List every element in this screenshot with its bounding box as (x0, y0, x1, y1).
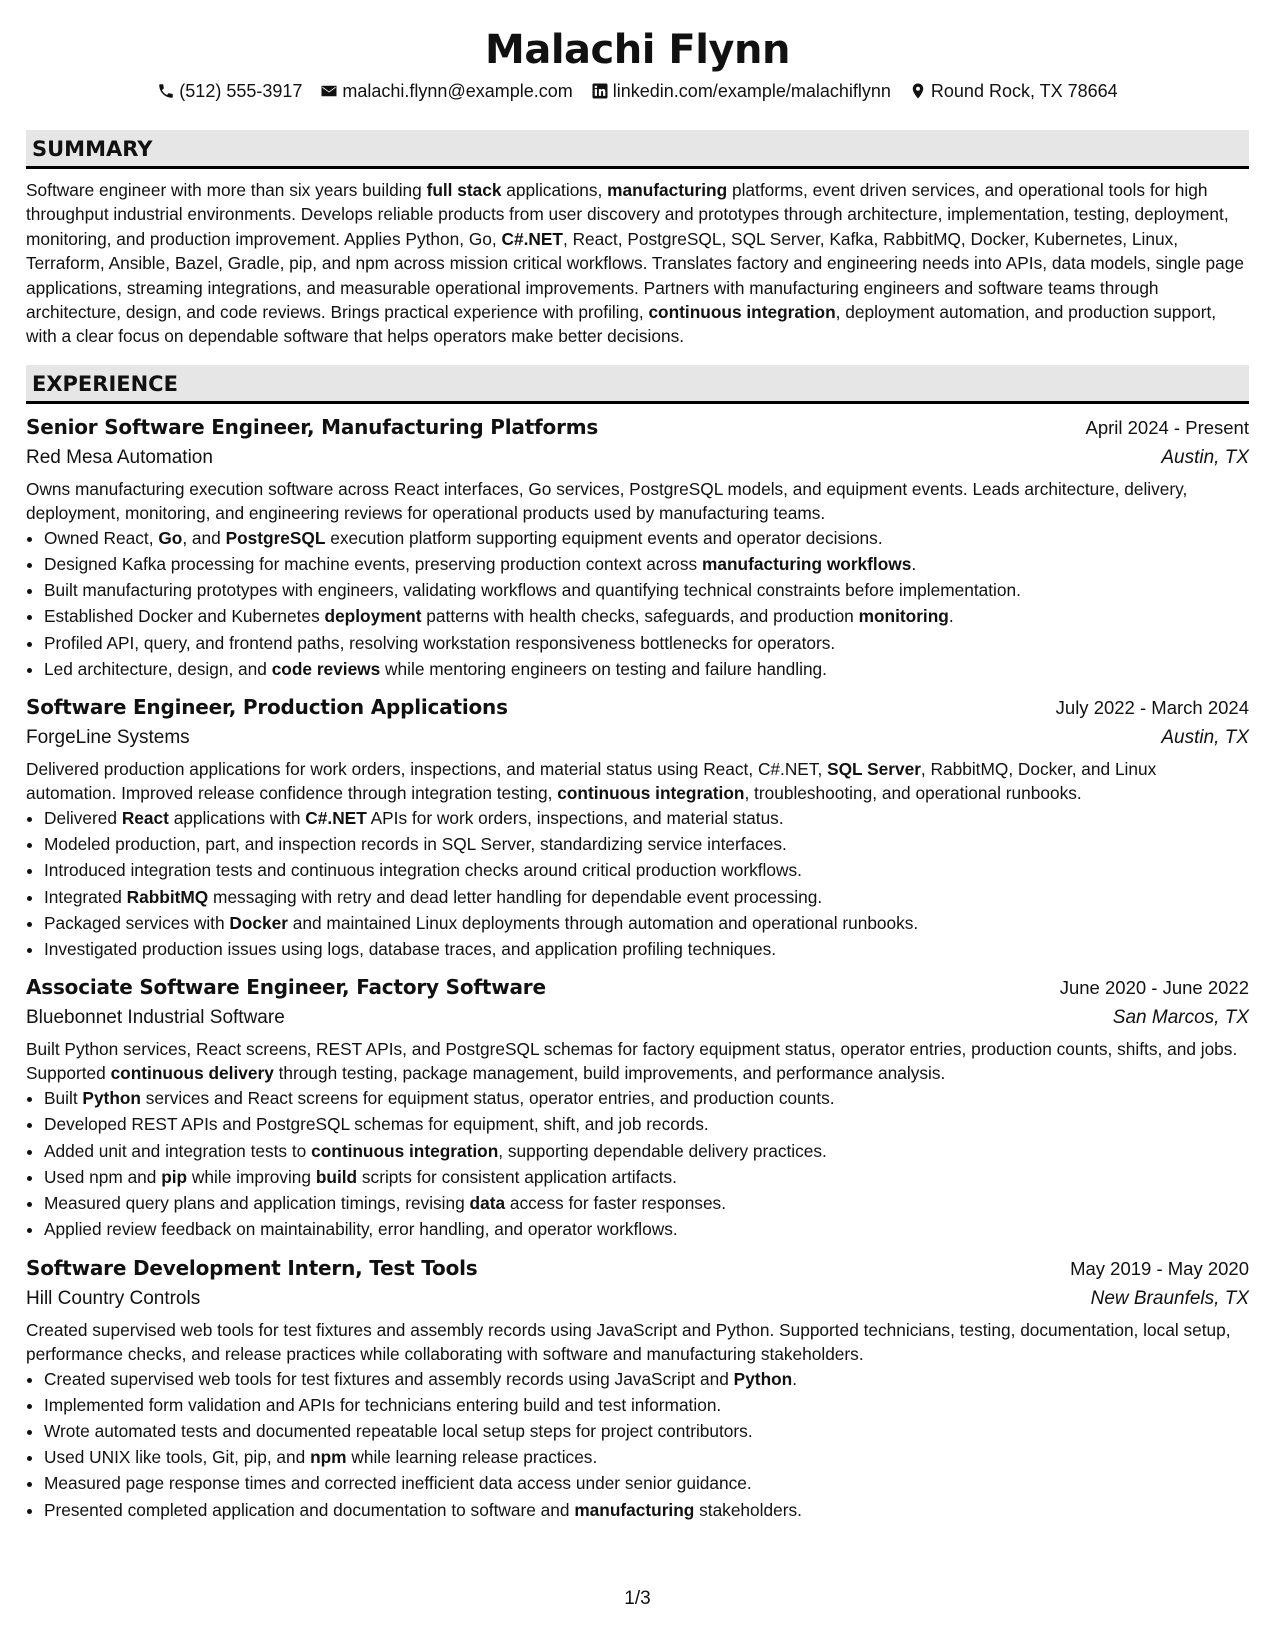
text-segment: and maintained Linux deployments through automation and operational runbooks. (288, 912, 919, 933)
text-segment: Integrated (44, 886, 127, 907)
job-company-row (26, 1284, 1249, 1314)
contact-item[interactable] (157, 78, 302, 104)
job-bullet (44, 936, 1249, 962)
text-segment: Used UNIX like tools, Git, pip, and (44, 1447, 311, 1468)
text-segment: Developed REST APIs and PostgreSQL schemas for equipment, shift, and job records. (44, 1114, 709, 1135)
job-location: New Braunfels, TX (1090, 1287, 1249, 1309)
emphasis-text: continuous integration (557, 783, 745, 804)
text-segment: Wrote automated tests and documented repeatable local setup steps for project contributors. (44, 1420, 753, 1441)
job-title: Software Development Intern, Test Tools (26, 1255, 478, 1280)
text-segment: messaging with retry and dead letter handling for dependable event processing. (208, 886, 823, 907)
text-segment: access for faster responses. (505, 1193, 727, 1214)
emphasis-text: data (469, 1193, 506, 1214)
job-company: Red Mesa Automation (26, 446, 213, 468)
text-segment: Modeled production, part, and inspection records in SQL Server, standardizing service interfaces. (44, 834, 787, 855)
text-segment: patterns with health checks, safeguards, and production (421, 606, 859, 627)
job-dates: July 2022 - March 2024 (1055, 697, 1249, 719)
envelope-icon (320, 82, 338, 100)
job-title-row (26, 1253, 1249, 1284)
job-bullet (44, 525, 1249, 551)
text-segment: , troubleshooting, and operational runbooks. (744, 783, 1082, 804)
text-segment: . (911, 554, 917, 575)
job-company: Hill Country Controls (26, 1287, 201, 1309)
contact-bar (26, 78, 1249, 104)
job-bullet (44, 1138, 1249, 1164)
job-description (26, 477, 1249, 525)
text-segment: Used npm and (44, 1166, 162, 1187)
job-bullet (44, 1497, 1249, 1523)
job-bullet-list (26, 525, 1249, 682)
text-segment: , RabbitMQ, Docker, and Linux automation. Improved release confidence through integration testing, (26, 759, 1157, 804)
text-segment: APIs for work orders, inspections, and material status. (366, 808, 784, 829)
text-segment: Owned React, (44, 527, 159, 548)
job-bullet (44, 1190, 1249, 1216)
job-bullet (44, 910, 1249, 936)
job-bullet (44, 551, 1249, 577)
emphasis-text: manufacturing workflows (702, 554, 912, 575)
text-segment: while mentoring engineers on testing and failure handling. (380, 658, 827, 679)
contact-text: (512) 555-3917 (179, 81, 303, 101)
job-bullet (44, 1470, 1249, 1496)
emphasis-text: PostgreSQL (225, 527, 326, 548)
job-bullet (44, 577, 1249, 603)
emphasis-text: SQL Server (827, 759, 921, 780)
text-segment: Built Python services, React screens, REST APIs, and PostgreSQL schemas for factory equipment status, operator entries, production counts, shifts, and jobs. Supported (26, 1039, 1238, 1084)
contact-text: linkedin.com/example/malachiflynn (612, 81, 891, 101)
job-description (26, 757, 1249, 805)
job-bullet-list (26, 1085, 1249, 1242)
emphasis-text: manufacturing (607, 180, 728, 200)
contact-text: malachi.flynn@example.com (342, 81, 573, 101)
job-company: Bluebonnet Industrial Software (26, 1007, 285, 1029)
text-segment: applications, (501, 180, 608, 200)
job-entry (26, 972, 1249, 1242)
text-segment: execution platform supporting equipment events and operator decisions. (325, 527, 883, 548)
text-segment: , supporting dependable delivery practices. (498, 1140, 827, 1161)
text-segment: Created supervised web tools for test fixtures and assembly records using JavaScript and (44, 1368, 734, 1389)
resume-page (26, 0, 1249, 1523)
emphasis-text: npm (310, 1447, 347, 1468)
job-bullet (44, 805, 1249, 831)
job-bullet (44, 1418, 1249, 1444)
text-segment: applications with (168, 808, 306, 829)
emphasis-text: manufacturing (574, 1499, 695, 1520)
job-title-row (26, 412, 1249, 443)
job-description (26, 1318, 1249, 1366)
text-segment: Introduced integration tests and continuous integration checks around critical production workflows. (44, 860, 802, 881)
job-dates: April 2024 - Present (1085, 416, 1249, 438)
text-segment: Built (44, 1088, 83, 1109)
job-entry (26, 1253, 1249, 1523)
job-bullet-list (26, 1366, 1249, 1523)
job-dates: June 2020 - June 2022 (1059, 977, 1249, 999)
emphasis-text: monitoring (858, 606, 949, 627)
job-title-row (26, 692, 1249, 723)
job-entry (26, 692, 1249, 962)
job-bullet (44, 1111, 1249, 1137)
contact-item[interactable] (320, 78, 572, 104)
experience-heading: EXPERIENCE (26, 365, 1249, 404)
job-description (26, 1037, 1249, 1085)
text-segment: while improving (187, 1166, 316, 1187)
emphasis-text: C#.NET (501, 228, 563, 249)
emphasis-text: Python (82, 1088, 141, 1109)
text-segment: Profiled API, query, and frontend paths, resolving workstation responsiveness bottlenecks for operators. (44, 632, 836, 653)
text-segment: . (948, 606, 954, 627)
job-bullet (44, 1366, 1249, 1392)
emphasis-text: React (121, 808, 169, 829)
candidate-name: Malachi Flynn (485, 27, 790, 73)
linkedin-icon (591, 82, 609, 100)
text-segment: Measured page response times and corrected inefficient data access under senior guidance. (44, 1473, 752, 1494)
emphasis-text: Go (158, 527, 183, 548)
job-location: San Marcos, TX (1112, 1007, 1249, 1029)
job-bullet (44, 1444, 1249, 1470)
job-entry (26, 412, 1249, 682)
text-segment: Delivered production applications for work orders, inspections, and material status using React, C#.NET, (26, 759, 828, 780)
job-bullet (44, 1392, 1249, 1418)
contact-item[interactable] (591, 78, 891, 104)
text-segment: through testing, package management, build improvements, and performance analysis. (273, 1063, 946, 1084)
text-segment: Owns manufacturing execution software across React interfaces, Go services, PostgreSQL models, and equipment events. Leads architecture, delivery, deployment, monitoring, and engineering reviews for operational products used by manufacturing teams. (26, 478, 1188, 523)
job-bullet (44, 1216, 1249, 1242)
summary-heading: SUMMARY (26, 130, 1249, 169)
text-segment: , React, PostgreSQL, SQL Server, Kafka, RabbitMQ, Docker, Kubernetes, Linux, Terraform, Ansible, Bazel, Gradle, pip, and npm across mission critical workflows. Translates factory and engineering needs into APIs, data models, single page applications, streaming integrations, and measurable operational improvements. Partners with manufacturing engineers and software teams through architecture, design, and code reviews. Brings practical experience with profiling, (26, 228, 1244, 323)
job-dates: May 2019 - May 2020 (1070, 1257, 1249, 1279)
text-segment: Added unit and integration tests to (44, 1140, 312, 1161)
job-title: Senior Software Engineer, Manufacturing Platforms (26, 414, 599, 439)
emphasis-text: deployment (324, 606, 422, 627)
text-segment: Software engineer with more than six years building (26, 180, 427, 200)
emphasis-text: continuous integration (311, 1140, 499, 1161)
emphasis-text: RabbitMQ (126, 886, 209, 907)
text-segment: Measured query plans and application timings, revising (44, 1193, 470, 1214)
job-title: Software Engineer, Production Applications (26, 695, 508, 720)
job-bullet (44, 630, 1249, 656)
emphasis-text: Python (733, 1368, 793, 1389)
job-bullet (44, 1085, 1249, 1111)
job-company: ForgeLine Systems (26, 727, 190, 749)
text-segment: Applied review feedback on maintainability, error handling, and operator workflows. (44, 1219, 678, 1240)
emphasis-text: pip (161, 1166, 188, 1187)
job-bullet (44, 603, 1249, 629)
emphasis-text: full stack (426, 180, 502, 200)
page-number: 1/3 (624, 1588, 651, 1609)
text-segment: Packaged services with (44, 912, 230, 933)
job-bullet (44, 884, 1249, 910)
text-segment: , deployment automation, and production support, with a clear focus on dependable software that helps operators make better decisions. (26, 302, 1217, 347)
text-segment: , and (182, 527, 226, 548)
job-title-row (26, 972, 1249, 1003)
contact-item[interactable] (909, 78, 1118, 104)
emphasis-text: build (315, 1166, 358, 1187)
text-segment: . (792, 1368, 798, 1389)
map-marker-icon (909, 82, 927, 100)
job-bullet (44, 656, 1249, 682)
text-segment: while learning release practices. (346, 1447, 598, 1468)
job-company-row (26, 443, 1249, 473)
text-segment: Created supervised web tools for test fixtures and assembly records using JavaScript and Python. Supported technicians, testing, documentation, local setup, performance checks, and release practices while collaborating with software and manufacturing stakeholders. (26, 1319, 1231, 1364)
contact-text: Round Rock, TX 78664 (930, 81, 1118, 101)
text-segment: scripts for consistent application artifacts. (357, 1166, 677, 1187)
text-segment: Delivered (44, 808, 122, 829)
summary-text (26, 178, 1249, 349)
job-company-row (26, 723, 1249, 753)
job-company-row (26, 1003, 1249, 1033)
text-segment: platforms, event driven services, and operational tools for high throughput industrial environments. Develops reliable products from user discovery and prototypes through architecture, implementation, testing, deployment, monitoring, and production improvement. Applies Python, Go, (26, 180, 1229, 249)
text-segment: Built manufacturing prototypes with engineers, validating workflows and quantifying technical constraints before implementation. (44, 580, 1021, 601)
text-segment: Established Docker and Kubernetes (44, 606, 325, 627)
emphasis-text: C#.NET (305, 808, 367, 829)
emphasis-text: continuous integration (648, 302, 836, 323)
emphasis-text: Docker (229, 912, 288, 933)
text-segment: Led architecture, design, and (44, 658, 272, 679)
job-title: Associate Software Engineer, Factory Software (26, 975, 546, 1000)
text-segment: stakeholders. (694, 1499, 802, 1520)
job-bullet-list (26, 805, 1249, 962)
text-segment: Designed Kafka processing for machine events, preserving production context across (44, 554, 702, 575)
text-segment: Implemented form validation and APIs for technicians entering build and test information. (44, 1394, 722, 1415)
job-location: Austin, TX (1161, 446, 1249, 468)
emphasis-text: continuous delivery (110, 1063, 274, 1084)
text-segment: services and React screens for equipment status, operator entries, and production counts. (140, 1088, 835, 1109)
text-segment: Presented completed application and documentation to software and (44, 1499, 575, 1520)
emphasis-text: code reviews (271, 658, 381, 679)
experience-list (26, 412, 1249, 1523)
job-bullet (44, 1164, 1249, 1190)
job-location: Austin, TX (1161, 727, 1249, 749)
job-bullet (44, 831, 1249, 857)
text-segment: Investigated production issues using logs, database traces, and application profiling techniques. (44, 939, 777, 960)
phone-icon (157, 82, 175, 100)
job-bullet (44, 857, 1249, 883)
